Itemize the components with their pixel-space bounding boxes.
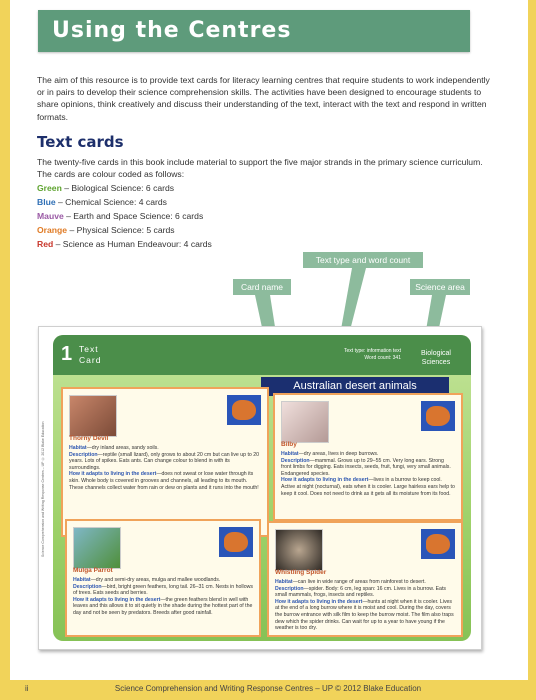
description-label: Description xyxy=(281,457,310,464)
animal-card-bilby xyxy=(273,393,463,521)
strand-description: – Chemical Science: 4 cards xyxy=(55,197,167,207)
animal-card-thorny-devil xyxy=(61,387,269,537)
footer-page-number: ii xyxy=(25,684,29,693)
intro-paragraph: The aim of this resource is to provide text cards for literacy learning centres that require students to work independently or in pairs to develop their science comprehension skills. The activities have been designed to encourage students to share opinions, think creatively and discuss their understanding of the text, interact with the text and respond in written formats. xyxy=(37,75,490,122)
adapt-label: How it adapts to living in the desert xyxy=(73,596,161,603)
habitat-label: Habitat xyxy=(275,579,293,585)
description-text: —spider. Body: 6 cm, leg span: 16 cm. Lives in a burrow. Eats small mammals, frogs, insects and reptiles. xyxy=(275,585,446,599)
adapt-label: How it adapts to living in the desert xyxy=(69,471,157,478)
card-area-line1: Biological xyxy=(421,350,451,357)
text-cards-heading: Text cards xyxy=(37,133,124,151)
strand-colour: Red xyxy=(37,239,54,249)
sample-card xyxy=(38,326,482,650)
description-text: —mammal. Grows up to 29–55 cm. Very long ears. Strong front limbs for digging. Eats insects, seeds, fruit, fungi, very small animals. Endangered species. xyxy=(281,457,451,477)
strand-colour: Orange xyxy=(37,225,68,235)
strand-description: – Physical Science: 5 cards xyxy=(67,225,175,235)
card-number: 1 xyxy=(61,343,73,365)
strand-description: – Science as Human Endeavour: 4 cards xyxy=(53,239,212,249)
adapt-text: —lives in a burrow to keep cool. Active at night (nocturnal), eats when it is cooler. Large hairless ears help to keep it cool. Does not need to drink as it gets all its moisture from its food. xyxy=(281,477,455,497)
australia-map-icon xyxy=(227,395,261,425)
description-label: Description xyxy=(73,583,102,590)
card-header xyxy=(53,335,471,375)
card-side-note: Science Comprehension and Writing Response Centres – UP © 2012 Blake Education xyxy=(41,421,45,557)
card-label xyxy=(79,344,101,366)
card-ribbon: Australian desert animals xyxy=(261,377,449,396)
page-title: Using the Centres xyxy=(52,18,292,43)
animal-text xyxy=(275,579,455,632)
animal-card-whistling-spider xyxy=(267,521,463,637)
callout-science-area: Science area xyxy=(410,279,470,295)
animal-name: Thorny Devil xyxy=(69,435,109,442)
thorny-devil-photo xyxy=(69,395,117,437)
card-area-line2: Sciences xyxy=(421,359,451,366)
animal-text xyxy=(73,577,253,617)
mulga-parrot-photo xyxy=(73,527,121,569)
australia-map-icon xyxy=(421,529,455,559)
adapt-text: —does not sweat or lose water through its skin. Whole body is covered in grooves and channels, all leading to its mouth. These channels collect water from rain or dew on plants and it runs into the mouth! xyxy=(69,471,259,491)
strand-description: – Biological Science: 6 cards xyxy=(61,183,175,193)
card-inner xyxy=(53,335,471,641)
adapt-label: How it adapts to living in the desert xyxy=(275,598,363,605)
card-label-line1: Text xyxy=(79,344,99,354)
australia-map-icon xyxy=(219,527,253,557)
description-text: —reptile (small lizard), only grows to about 20 cm but can live up to 20 years. Lots of spikes. Eats ants. Can change colour to blend in with its surroundings. xyxy=(69,451,260,471)
whistling-spider-photo xyxy=(275,529,323,571)
habitat-text: —can live in wide range of areas from rainforest to desert. xyxy=(292,579,426,585)
description-text: —bird, bright green feathers, long tail. 26–31 cm. Nests in hollows of trees. Eats seeds and berries. xyxy=(73,583,253,597)
habitat-label: Habitat xyxy=(69,445,87,451)
animal-name: Bilby xyxy=(281,441,297,448)
footer-text: Science Comprehension and Writing Response Centres – UP © 2012 Blake Education xyxy=(114,684,422,693)
animal-card-mulga-parrot xyxy=(65,519,261,637)
card-word-count: Word count: 341 xyxy=(364,355,401,361)
strand-colour: Green xyxy=(37,183,62,193)
animal-text xyxy=(69,445,261,491)
card-science-area xyxy=(406,349,466,367)
australia-map-icon xyxy=(421,401,455,431)
adapt-text: —hunts at night when it is cooler. Lives at the end of a long burrow where it is moist and cool. During the day, covers the burrow entrance with silk film to keep the burrow moist. The film also traps dew which the spider drinks. Can wait for up to a year to have young if the weather is too dry. xyxy=(275,598,454,632)
animal-name: Whistling Spider xyxy=(275,569,327,576)
animal-text xyxy=(281,451,455,497)
text-cards-intro: The twenty-five cards in this book include material to support the five major strands in the primary science curriculum. The cards are colour coded as follows: xyxy=(37,157,483,179)
strand-colour: Blue xyxy=(37,197,56,207)
callout-text-type: Text type and word count xyxy=(303,252,423,268)
adapt-text: —the green feathers blend in well with leaves and this allows it to sit quietly in the shade during the hottest part of the day and not be seen by predators. Breeds after good rainfall. xyxy=(73,596,253,616)
callout-card-name: Card name xyxy=(233,279,291,295)
strand-colour: Mauve xyxy=(37,211,64,221)
card-text-type: Text type: information text xyxy=(344,348,401,354)
habitat-text: —dry inland areas, sandy soils. xyxy=(86,445,159,451)
habitat-text: —dry and semi-dry areas, mulga and mallee woodlands. xyxy=(90,577,221,583)
description-label: Description xyxy=(69,451,98,458)
bilby-photo xyxy=(281,401,329,443)
description-label: Description xyxy=(275,585,304,592)
strand-description: – Earth and Space Science: 6 cards xyxy=(63,211,204,221)
card-label-line2: Card xyxy=(79,355,102,365)
card-meta xyxy=(289,348,401,362)
habitat-text: —dry areas, lives in deep burrows. xyxy=(298,451,379,457)
adapt-label: How it adapts to living in the desert xyxy=(281,477,369,484)
animal-name: Mulga Parrot xyxy=(73,567,113,574)
habitat-label: Habitat xyxy=(73,577,91,583)
habitat-label: Habitat xyxy=(281,451,299,457)
